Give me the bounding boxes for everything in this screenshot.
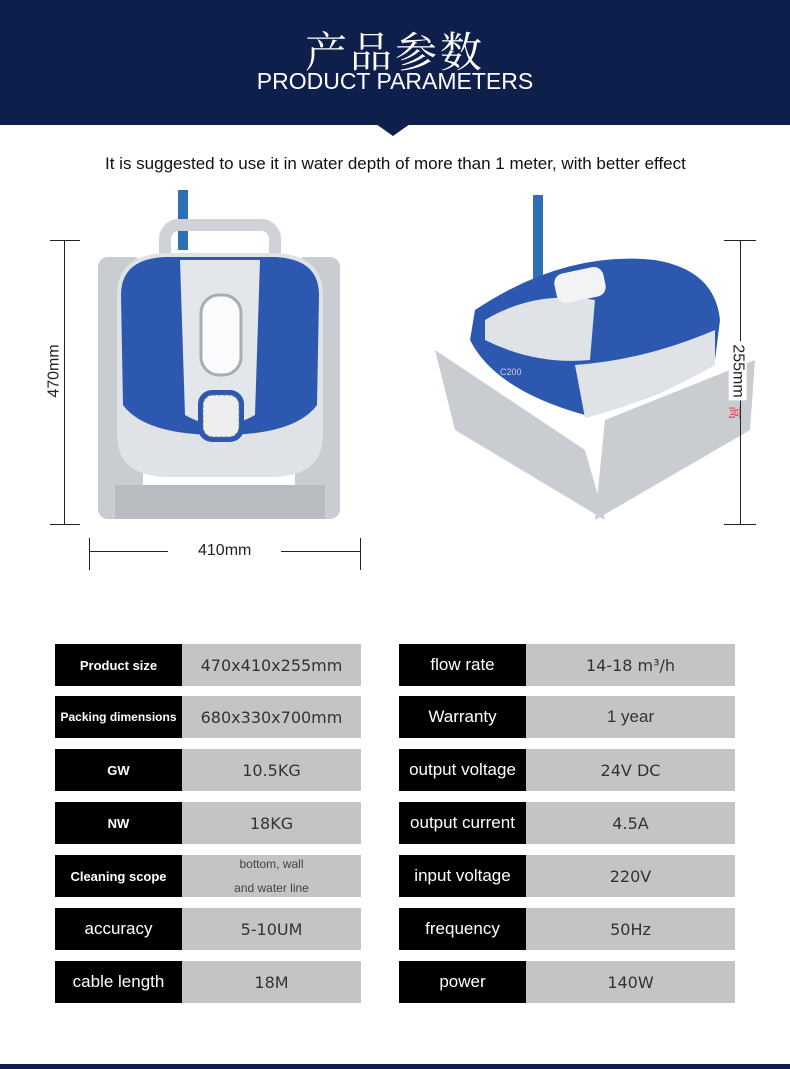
robot-angled-image xyxy=(415,190,765,530)
spec-row xyxy=(399,961,735,1003)
spec-value: 10.5KG xyxy=(182,749,361,791)
spec-label: accuracy xyxy=(55,908,182,950)
spec-label: Warranty xyxy=(399,696,526,738)
spec-row xyxy=(55,908,361,950)
spec-row xyxy=(399,802,735,844)
spec-label: Product size xyxy=(55,644,182,686)
spec-row xyxy=(399,908,735,950)
model-label: C200 xyxy=(500,367,522,377)
spec-label: Cleaning scope xyxy=(55,855,182,897)
spec-value: and water line xyxy=(234,881,309,895)
spec-value: 18M xyxy=(182,961,361,1003)
spec-value: 470x410x255mm xyxy=(182,644,361,686)
spec-label: GW xyxy=(55,749,182,791)
dim-tick xyxy=(724,240,756,241)
spec-value: 50Hz xyxy=(526,908,735,950)
title-cn: 产品参数 xyxy=(304,28,485,77)
spec-row xyxy=(399,749,735,791)
footer-bar xyxy=(0,1064,790,1069)
height-dimension-line xyxy=(64,240,65,525)
dim-tick xyxy=(360,538,361,570)
spec-label: flow rate xyxy=(399,644,526,686)
spec-row xyxy=(399,855,735,897)
spec-row xyxy=(55,802,361,844)
spec-value: bottom, wall xyxy=(239,857,304,871)
depth-label: 255mm xyxy=(729,341,747,400)
usage-note: It is suggested to use it in water depth of more than 1 meter, with better effect xyxy=(105,154,686,173)
spec-value: 1 year xyxy=(526,696,735,738)
spec-value: 680x330x700mm xyxy=(182,696,361,738)
robot-front-image xyxy=(95,185,345,525)
spec-label: NW xyxy=(55,802,182,844)
height-label: 470mm xyxy=(46,340,64,401)
spec-row xyxy=(399,696,735,738)
spec-row xyxy=(55,644,361,686)
spec-row xyxy=(55,855,361,897)
spec-row xyxy=(399,644,735,686)
spec-row xyxy=(55,961,361,1003)
spec-value: 220V xyxy=(526,855,735,897)
spec-value: 24V DC xyxy=(526,749,735,791)
title-en: PRODUCT PARAMETERS xyxy=(256,68,534,94)
dim-tick xyxy=(724,524,756,525)
spec-label: input voltage xyxy=(399,855,526,897)
depth-prefix: 高 xyxy=(726,405,742,420)
spec-value: 5-10UM xyxy=(182,908,361,950)
spec-label: output voltage xyxy=(399,749,526,791)
spec-label: cable length xyxy=(55,961,182,1003)
spec-row xyxy=(55,696,361,738)
header-banner xyxy=(0,0,790,125)
banner-notch xyxy=(376,124,410,136)
spec-value: 140W xyxy=(526,961,735,1003)
spec-label: power xyxy=(399,961,526,1003)
spec-label: output current xyxy=(399,802,526,844)
dim-tick xyxy=(50,240,80,241)
spec-label: frequency xyxy=(399,908,526,950)
width-label: 410mm xyxy=(168,542,281,560)
spec-value: 14-18 m³/h xyxy=(526,644,735,686)
spec-row xyxy=(55,749,361,791)
dim-tick xyxy=(50,524,80,525)
spec-value: 4.5A xyxy=(526,802,735,844)
dim-tick xyxy=(89,538,90,570)
spec-value: 18KG xyxy=(182,802,361,844)
spec-label: Packing dimensions xyxy=(55,696,182,738)
